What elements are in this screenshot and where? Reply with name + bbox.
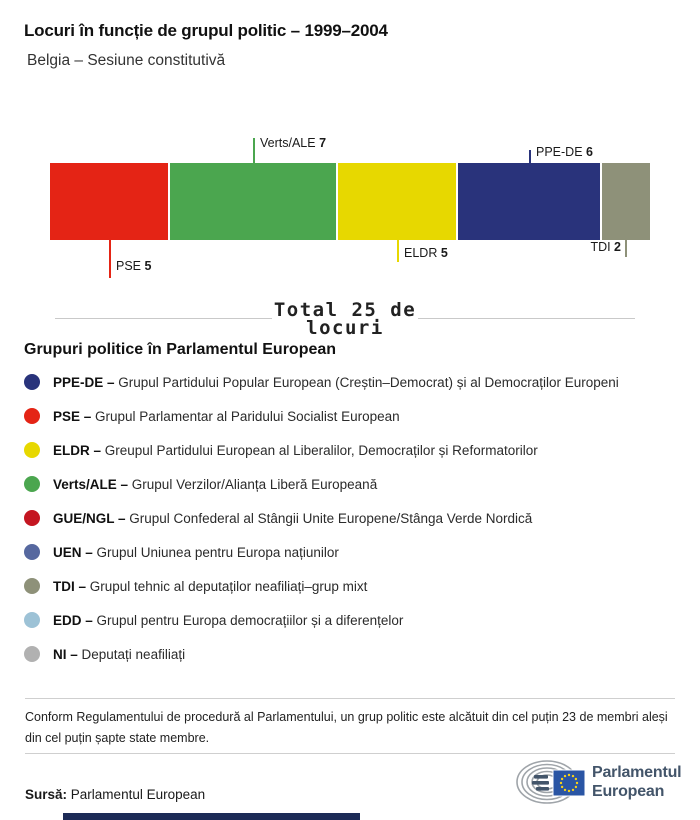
legend-item-gue-ngl [24,501,676,535]
bar-segment-pse [50,163,170,240]
european-parliament-logo [513,759,683,809]
legend-item-text: NI – Deputați neafiliați [53,646,186,662]
legend-item-text: TDI – Grupul tehnic al deputaților neafiliați–grup mixt [53,578,368,594]
callout-label-pse: PSE 5 [116,259,152,273]
legend-item-tdi [24,569,676,603]
callout-line-tdi [625,240,627,257]
hemicycle-eu-flag-icon [513,759,589,809]
footnote-rule-bottom [25,753,675,754]
bottom-accent-bar [63,813,360,820]
seats-stacked-bar [50,163,650,240]
legend-color-dot [24,442,40,458]
legend-item-text: GUE/NGL – Grupul Confederal al Stângii Unite Europene/Stânga Verde Nordică [53,510,533,526]
callout-line-ppe-de [529,150,531,163]
total-seats-line1: Total 25 de [273,299,417,321]
legend-color-dot [24,408,40,424]
bar-segment-eldr [338,163,458,240]
legend-item-ppe-de [24,365,676,399]
legend-item-pse [24,399,676,433]
legend-color-dot [24,612,40,628]
legend-item-text: ELDR – Greupul Partidului European al Liberalilor, Democraților și Reformatorilor [53,442,538,458]
footnote-text: Conform Regulamentului de procedură al Parlamentului, un grup politic este alcătuit din cel puțin 23 de membri aleși din cel puțin șapte state membre. [25,710,668,745]
total-seats-label [175,301,515,337]
bar-segment-tdi [602,163,650,240]
footnote-rule-top [25,698,675,699]
callout-line-pse [109,240,111,278]
legend-heading: Grupuri politice în Parlamentul European [24,341,337,358]
callout-line-verts-ale [253,138,255,163]
legend-item-verts-ale [24,467,676,501]
legend-item-text: UEN – Grupul Uniunea pentru Europa națiunilor [53,544,339,560]
logo-line2: European [592,783,665,800]
legend-color-dot [24,510,40,526]
callout-label-eldr: ELDR 5 [404,246,448,260]
source-label: Sursă: [25,787,68,802]
bar-segment-verts-ale [170,163,338,240]
bar-segment-ppe-de [458,163,602,240]
source-line [25,787,205,802]
legend-color-dot [24,374,40,390]
page-title: Locuri în funcție de grupul politic – 1999–2004 [24,21,388,40]
legend-item-text: PPE-DE – Grupul Partidului Popular European (Creștin–Democrat) și al Democraților Europeni [53,374,619,390]
legend-color-dot [24,646,40,662]
callout-label-verts-ale: Verts/ALE 7 [260,136,327,150]
total-seats-line2: locuri [306,317,384,339]
callout-label-ppe-de: PPE-DE 6 [536,145,593,159]
legend-list [24,365,676,671]
legend-color-dot [24,544,40,560]
legend-item-ni [24,637,676,671]
legend-color-dot [24,578,40,594]
legend-item-uen [24,535,676,569]
legend-color-dot [24,476,40,492]
logo-line1: Parlamentul [592,764,682,781]
logo-wordmark [592,763,681,801]
legend-item-eldr [24,433,676,467]
callout-line-eldr [397,240,399,262]
legend-item-edd [24,603,676,637]
source-value: Parlamentul European [70,787,206,802]
legend-item-text: PSE – Grupul Parlamentar al Paridului Socialist European [53,408,400,424]
legend-item-text: Verts/ALE – Grupul Verzilor/Alianța Liberă Europeană [53,476,378,492]
callout-label-tdi: TDI 2 [590,240,621,254]
legend-item-text: EDD – Grupul pentru Europa democrațiilor și a diferențelor [53,612,404,628]
page-subtitle: Belgia – Sesiune constitutivă [27,52,226,69]
